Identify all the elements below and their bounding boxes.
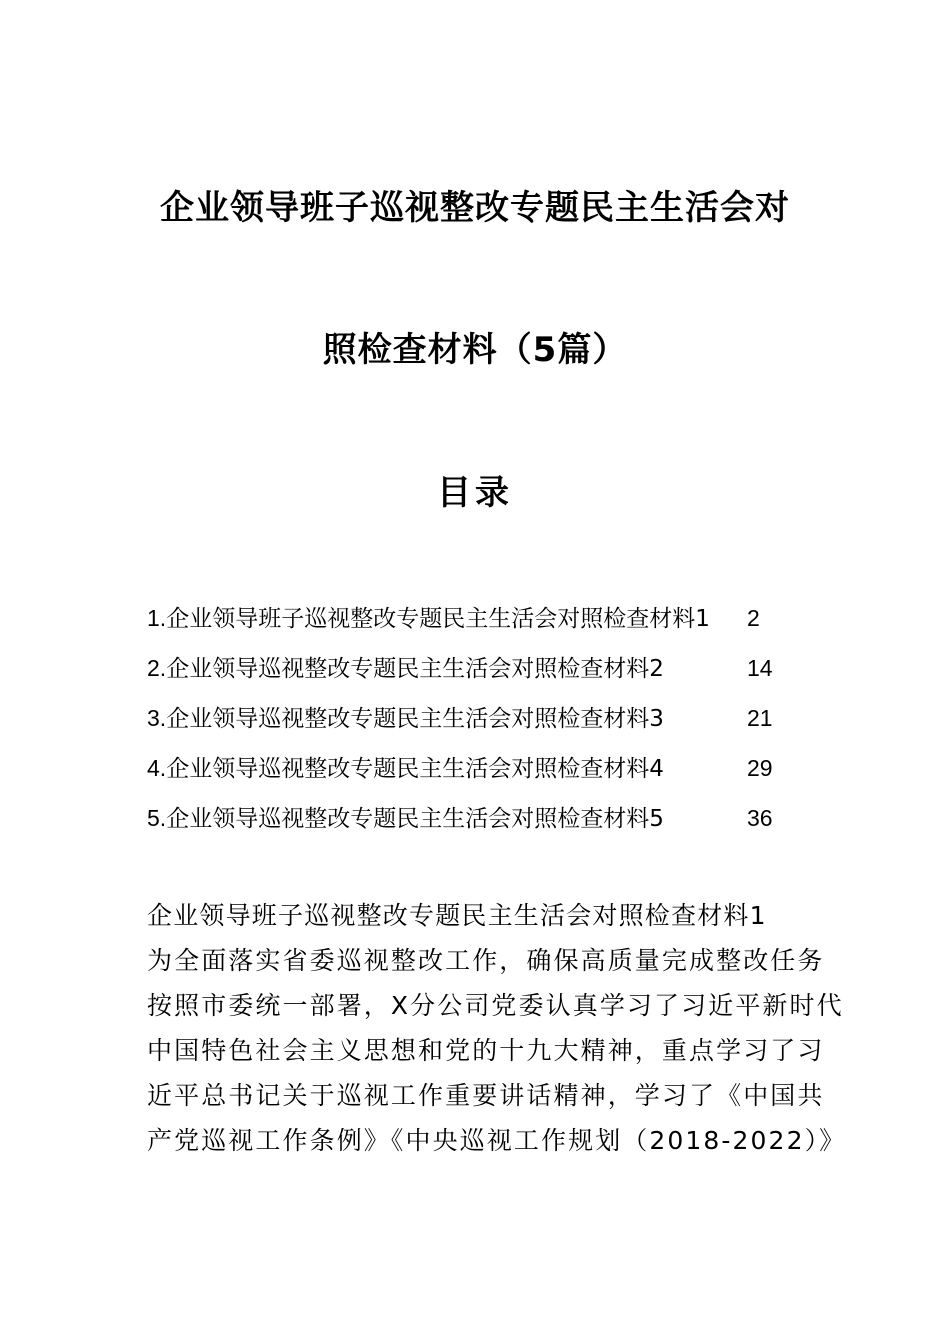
toc-item-number: 2. — [147, 655, 167, 681]
toc-item-text: 企业领导巡视整改专题民主生活会对照检查材料5 — [166, 806, 664, 832]
toc-item-page: 21 — [747, 705, 773, 731]
toc-item-page: 14 — [747, 655, 773, 681]
toc-item-text: 企业领导班子巡视整改专题民主生活会对照检查材料1 — [166, 606, 710, 632]
toc-item-number: 4. — [147, 755, 167, 781]
toc-item-text: 企业领导巡视整改专题民主生活会对照检查材料3 — [166, 706, 664, 732]
toc-heading: 目录 — [437, 473, 513, 513]
toc-item-text: 企业领导巡视整改专题民主生活会对照检查材料4 — [166, 756, 664, 782]
toc-item-number: 3. — [147, 705, 167, 731]
body-paragraph-line: 中国特色社会主义思想和党的十九大精神，重点学习了习 — [147, 1036, 825, 1065]
toc-item-number: 5. — [147, 805, 167, 831]
toc-item-text: 企业领导巡视整改专题民主生活会对照检查材料2 — [166, 656, 664, 682]
body-paragraph-line: 近平总书记关于巡视工作重要讲话精神，学习了《中国共 — [147, 1081, 825, 1110]
toc-item-1[interactable] — [147, 598, 827, 648]
toc-item-2[interactable] — [147, 648, 827, 698]
table-of-contents — [147, 598, 827, 848]
document-title-line-1: 企业领导班子巡视整改专题民主生活会对 — [160, 188, 790, 228]
body-paragraph-line: 为全面落实省委巡视整改工作，确保高质量完成整改任务 — [147, 946, 825, 975]
toc-item-page: 29 — [747, 755, 773, 781]
section-heading: 企业领导班子巡视整改专题民主生活会对照检查材料1 — [147, 901, 767, 930]
toc-item-page: 36 — [747, 805, 773, 831]
document-title-line-2: 照检查材料（5篇） — [322, 330, 628, 370]
toc-item-3[interactable] — [147, 698, 827, 748]
toc-item-5[interactable] — [147, 798, 827, 848]
toc-item-number: 1. — [147, 605, 167, 631]
toc-item-page: 2 — [747, 605, 760, 631]
body-paragraph-line: 产党巡视工作条例》《中央巡视工作规划（2018-2022）》 — [147, 1126, 847, 1155]
toc-item-4[interactable] — [147, 748, 827, 798]
body-section — [147, 893, 847, 1163]
body-paragraph-line: 按照市委统一部署，X分公司党委认真学习了习近平新时代 — [147, 991, 844, 1020]
